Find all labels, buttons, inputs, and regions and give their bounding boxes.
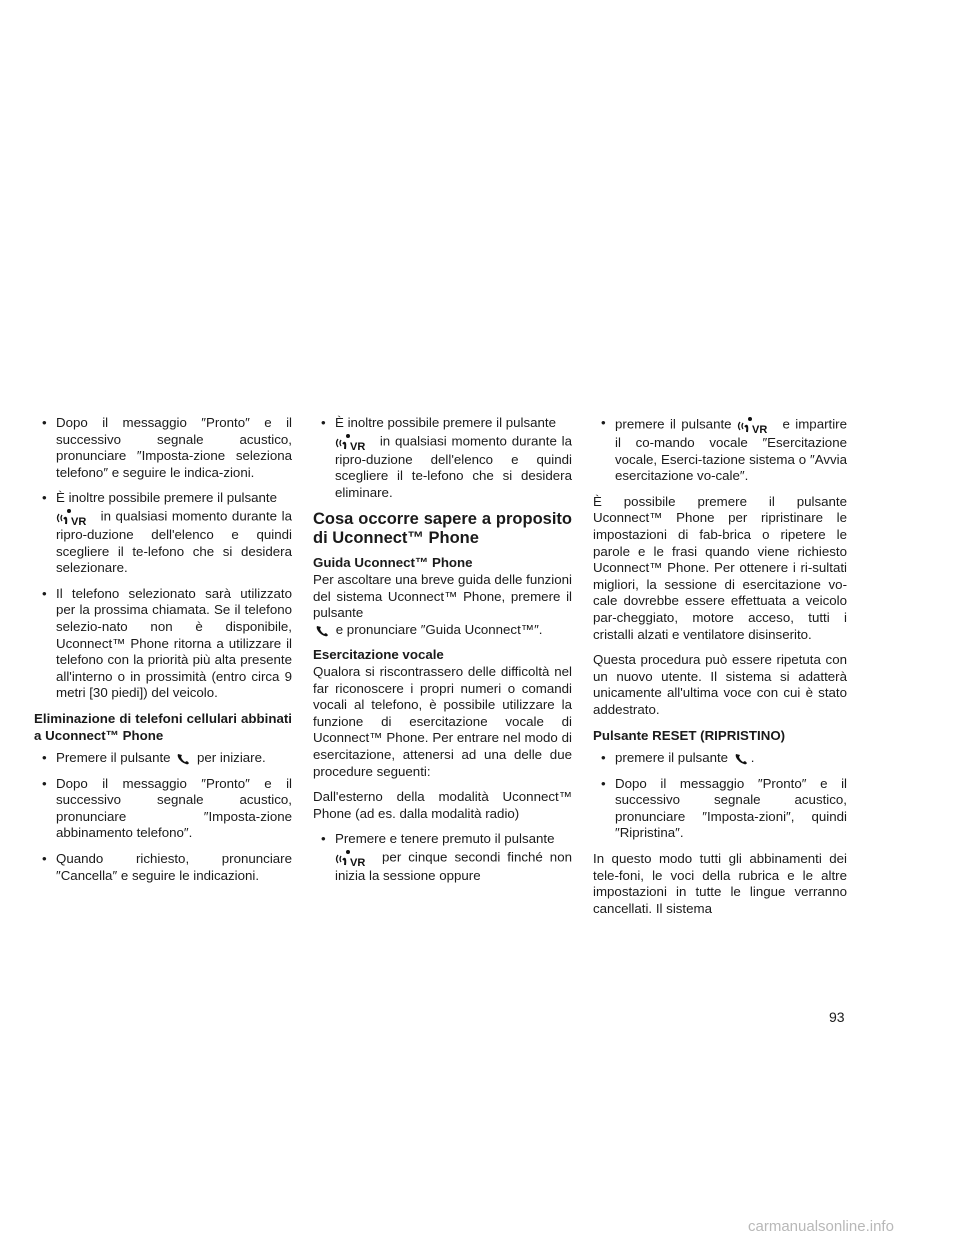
svg-text:VR: VR: [350, 440, 366, 452]
paragraph: Dall'esterno della modalità Uconnect™ Phone (ad es. dalla modalità radio): [313, 789, 572, 821]
column-right: [593, 415, 847, 926]
voice-recognition-icon: [56, 507, 96, 527]
list-item: • premere il pulsante VR e impartire il co-mando vocale ″Esercitazione vocale, Eserci-tazione sistema o ″Avvia esercitazione vo-cale″.: [601, 415, 847, 484]
column-middle: [313, 415, 572, 893]
section-title: Cosa occorre sapere a proposito di Uconnect™ Phone: [313, 510, 572, 547]
paragraph: Qualora si riscontrassero delle difficoltà nel far riconoscere i propri numeri o comandi vocali al telefono, è possibile utilizzare la funzione di esercitazione vocale di Uconnect™ Phone. Per entrare nel modo di esercitazione, attenersi ad una delle due procedure seguenti:: [313, 663, 572, 779]
paragraph: Questa procedura può essere ripetuta con un nuovo utente. Il sistema si adatterà unicamente all'ultima voce con cui è stato addestrato.: [593, 652, 847, 717]
list-item: • Dopo il messaggio ″Pronto″ e il successivo segnale acustico, pronunciare ″Imposta-zione seleziona telefono″ e seguire le indica-zioni.: [42, 415, 292, 480]
section-heading: Eliminazione di telefoni cellulari abbinati a Uconnect™ Phone: [34, 710, 292, 743]
column-left: [34, 415, 292, 893]
list-item: • Premere e tenere premuto il pulsante VR per cinque secondi finché non inizia la sessione oppure: [321, 831, 572, 883]
paragraph: Per ascoltare una breve guida delle funzioni del sistema Uconnect™ Phone, premere il pulsante e pronunciare ″Guida Uconnect™″.: [313, 571, 572, 637]
paragraph: In questo modo tutti gli abbinamenti dei tele-foni, le voci della rubrica e le altre impostazioni in tutte le lingue verranno cancellati. Il sistema: [593, 851, 847, 916]
list-item: • Quando richiesto, pronunciare ″Cancella″ e seguire le indicazioni.: [42, 851, 292, 883]
bullet: •: [321, 415, 326, 430]
bullet: •: [42, 585, 47, 601]
list-item: • premere il pulsante .: [601, 750, 755, 766]
list-item: • Il telefono selezionato sarà utilizzato per la prossima chiamata. Se il telefono selezio-nato non è disponibile, Uconnect™ Phone ritorna a utilizzare il telefono con la priorità più alta presente all'interno o in prossimità (entro circa 9 metri [30 piedi]) del veicolo.: [42, 585, 292, 701]
list-item: • Premere il pulsante per iniziare.: [42, 750, 266, 766]
phone-icon: [734, 751, 749, 766]
voice-recognition-icon: [737, 415, 777, 435]
subsection-heading: Esercitazione vocale: [313, 647, 444, 663]
voice-recognition-icon: [335, 848, 375, 868]
bullet: •: [601, 750, 606, 766]
section-heading: Pulsante RESET (RIPRISTINO): [593, 727, 786, 743]
phone-icon: [315, 623, 330, 638]
phone-icon: [176, 751, 191, 766]
paragraph: È possibile premere il pulsante Uconnect™ Phone per ripristinare le impostazioni di fab-brica o ripetere le parole e le frasi quando viene richiesto Uconnect™ Phone. Per ottenere i ri-sultati migliori, la sessione di esercitazione vo-cale dovrebbe essere effettuata a veicolo par-cheggiato, motore acceso, tutti i cristalli alzati e ventilatore disinserito.: [593, 493, 847, 642]
bullet: •: [42, 851, 47, 867]
bullet: •: [42, 490, 47, 506]
bullet: •: [601, 415, 606, 430]
list-item: • Dopo il messaggio ″Pronto″ e il successivo segnale acustico, pronunciare ″Imposta-zione abbinamento telefono″.: [42, 775, 292, 841]
list-item: • È inoltre possibile premere il pulsante VR in qualsiasi momento durante la ripro-duzione dell'elenco e quindi scegliere il te-lefono che si desidera selezionare.: [42, 490, 292, 576]
list-item: • Dopo il messaggio ″Pronto″ e il successivo segnale acustico, pronunciare ″Imposta-zioni″, quindi ″Ripristina″.: [601, 775, 847, 841]
svg-text:VR: VR: [71, 515, 87, 527]
subsection-heading: Guida Uconnect™ Phone: [313, 555, 473, 571]
svg-text:VR: VR: [752, 424, 768, 435]
bullet: •: [42, 750, 47, 766]
watermark: carmanualsonline.info: [748, 1218, 894, 1235]
svg-text:VR: VR: [350, 856, 366, 868]
bullet: •: [601, 775, 606, 791]
bullet: •: [42, 415, 47, 430]
bullet: •: [42, 775, 47, 791]
bullet: •: [321, 831, 326, 847]
voice-recognition-icon: [335, 432, 375, 452]
page-number: 93: [829, 1009, 845, 1025]
list-item: • È inoltre possibile premere il pulsante VR in qualsiasi momento durante la ripro-duzione dell'elenco e quindi scegliere il te-lefono che si desidera eliminare.: [321, 415, 572, 500]
